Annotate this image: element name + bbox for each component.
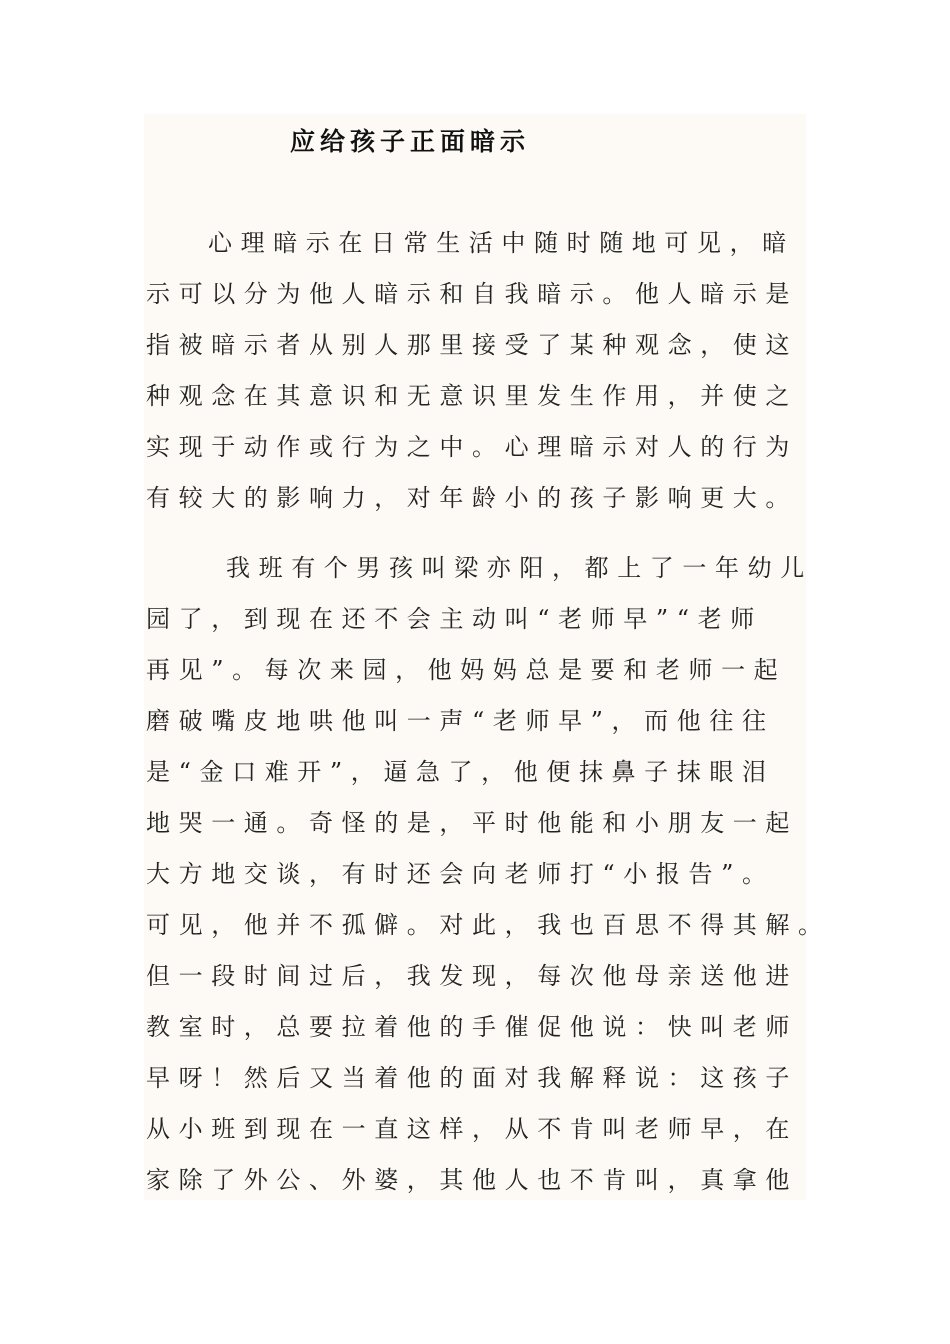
paragraph-2-line-7: 大方地交谈，有时还会向老师打“小报告”。	[146, 860, 775, 888]
paragraph-2-line-10: 教室时，总要拉着他的手催促他说：快叫老师	[146, 1013, 798, 1041]
paragraph-2-line-6: 地哭一通。奇怪的是，平时他能和小朋友一起	[146, 809, 798, 837]
paragraph-2-line-8: 可见，他并不孤僻。对此，我也百思不得其解。	[146, 911, 831, 939]
paragraph-2-line-12: 从小班到现在一直这样，从不肯叫老师早，在	[146, 1115, 798, 1143]
paragraph-1-line-3: 指被暗示者从别人那里接受了某种观念，使这	[146, 331, 798, 359]
paragraph-1-line-6: 有较大的影响力，对年龄小的孩子影响更大。	[146, 484, 798, 512]
paragraph-2-line-4: 磨破嘴皮地哄他叫一声“老师早”，而他往往	[146, 707, 775, 735]
paragraph-1-line-2: 示可以分为他人暗示和自我暗示。他人暗示是	[146, 280, 798, 308]
paragraph-2-line-13: 家除了外公、外婆，其他人也不肯叫，真拿他	[146, 1166, 798, 1194]
paragraph-1-line-1: 心理暗示在日常生活中随时随地可见，暗	[208, 229, 795, 257]
paragraph-2-line-2: 园了，到现在还不会主动叫“老师早”“老师	[146, 605, 763, 633]
paragraph-2-line-3: 再见”。每次来园，他妈妈总是要和老师一起	[146, 656, 787, 684]
paragraph-2-line-1: 我班有个男孩叫梁亦阳，都上了一年幼儿	[226, 554, 813, 582]
paragraph-spacer	[146, 532, 806, 551]
paragraph-1-line-5: 实现于动作或行为之中。心理暗示对人的行为	[146, 433, 798, 461]
paragraph-2-line-9: 但一段时间过后，我发现，每次他母亲送他进	[146, 962, 798, 990]
paragraph-2-line-5: 是“金口难开”，逼急了，他便抹鼻子抹眼泪	[146, 758, 775, 786]
document-title: 应给孩子正面暗示	[290, 127, 531, 156]
paragraph-1-line-4: 种观念在其意识和无意识里发生作用，并使之	[146, 382, 798, 410]
document-body	[146, 226, 831, 1214]
paragraph-2-line-11: 早呀！然后又当着他的面对我解释说：这孩子	[146, 1064, 798, 1092]
